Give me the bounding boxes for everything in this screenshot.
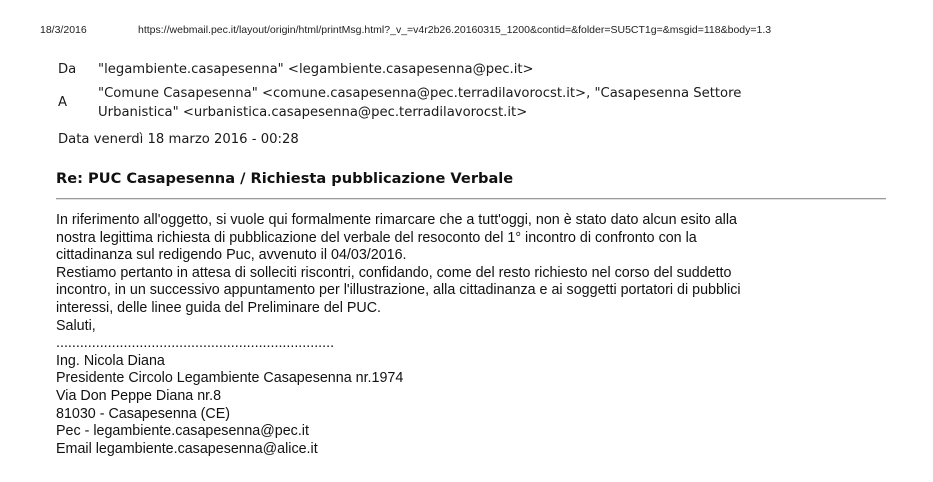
- body-line: cittadinanza sul redigendo Puc, avvenuto il 04/03/2016.: [56, 247, 407, 264]
- to-row: [58, 84, 898, 130]
- body-line: Saluti,: [56, 317, 96, 334]
- body-line: nostra legittima richiesta di pubblicazione del verbale del resoconto del 1° incontro di confronto con la: [56, 229, 697, 246]
- message-headers: [58, 60, 898, 152]
- signature-city: 81030 - Casapesenna (CE): [56, 405, 231, 422]
- signature-email: Email legambiente.casapesenna@alice.it: [56, 440, 318, 457]
- date-value: venerdì 18 marzo 2016 - 00:28: [93, 132, 299, 147]
- signature-name: Ing. Nicola Diana: [56, 352, 165, 369]
- from-label: Da: [58, 62, 77, 77]
- signature-role: Presidente Circolo Legambiente Casapesenna nr.1974: [56, 370, 404, 387]
- from-row: [58, 60, 898, 84]
- signature-separator: ......................................................................: [56, 335, 335, 352]
- to-value-line-1: "Comune Casapesenna" <comune.casapesenna@pec.terradilavorocst.it>, "Casapesenna Settore: [98, 86, 742, 101]
- to-value: [98, 84, 898, 130]
- subject-divider: [56, 198, 886, 200]
- message-body: [56, 212, 896, 458]
- to-value-line-2: Urbanistica" <urbanistica.casapesenna@pec.terradilavorocst.it>: [98, 105, 528, 120]
- date-label: Data: [58, 132, 90, 147]
- from-value: "legambiente.casapesenna" <legambiente.casapesenna@pec.it>: [98, 62, 534, 77]
- signature-address: Via Don Peppe Diana nr.8: [56, 387, 222, 404]
- body-line: interessi, delle linee guida del Preliminare del PUC.: [56, 299, 382, 316]
- message-subject: Re: PUC Casapesenna / Richiesta pubblicazione Verbale: [56, 170, 514, 187]
- date-row: [58, 130, 898, 152]
- print-url: https://webmail.pec.it/layout/origin/html/printMsg.html?_v_=v4r2b26.20160315_1200&contid=&folder=SU5CT1g=&msgid=118&body=1.3: [138, 24, 772, 36]
- body-line: Restiamo pertanto in attesa di solleciti riscontri, confidando, come del resto richiesto nel corso del suddetto: [56, 264, 732, 281]
- print-date: 18/3/2016: [40, 24, 87, 36]
- body-line: incontro, in un successivo appuntamento per l'illustrazione, alla cittadinanza e ai soggetti portatori di pubblici: [56, 282, 741, 299]
- to-label: A: [58, 95, 68, 110]
- body-line: In riferimento all'oggetto, si vuole qui formalmente rimarcare che a tutt'oggi, non è stato dato alcun esito alla: [56, 212, 737, 228]
- signature-pec: Pec - legambiente.casapesenna@pec.it: [56, 423, 309, 440]
